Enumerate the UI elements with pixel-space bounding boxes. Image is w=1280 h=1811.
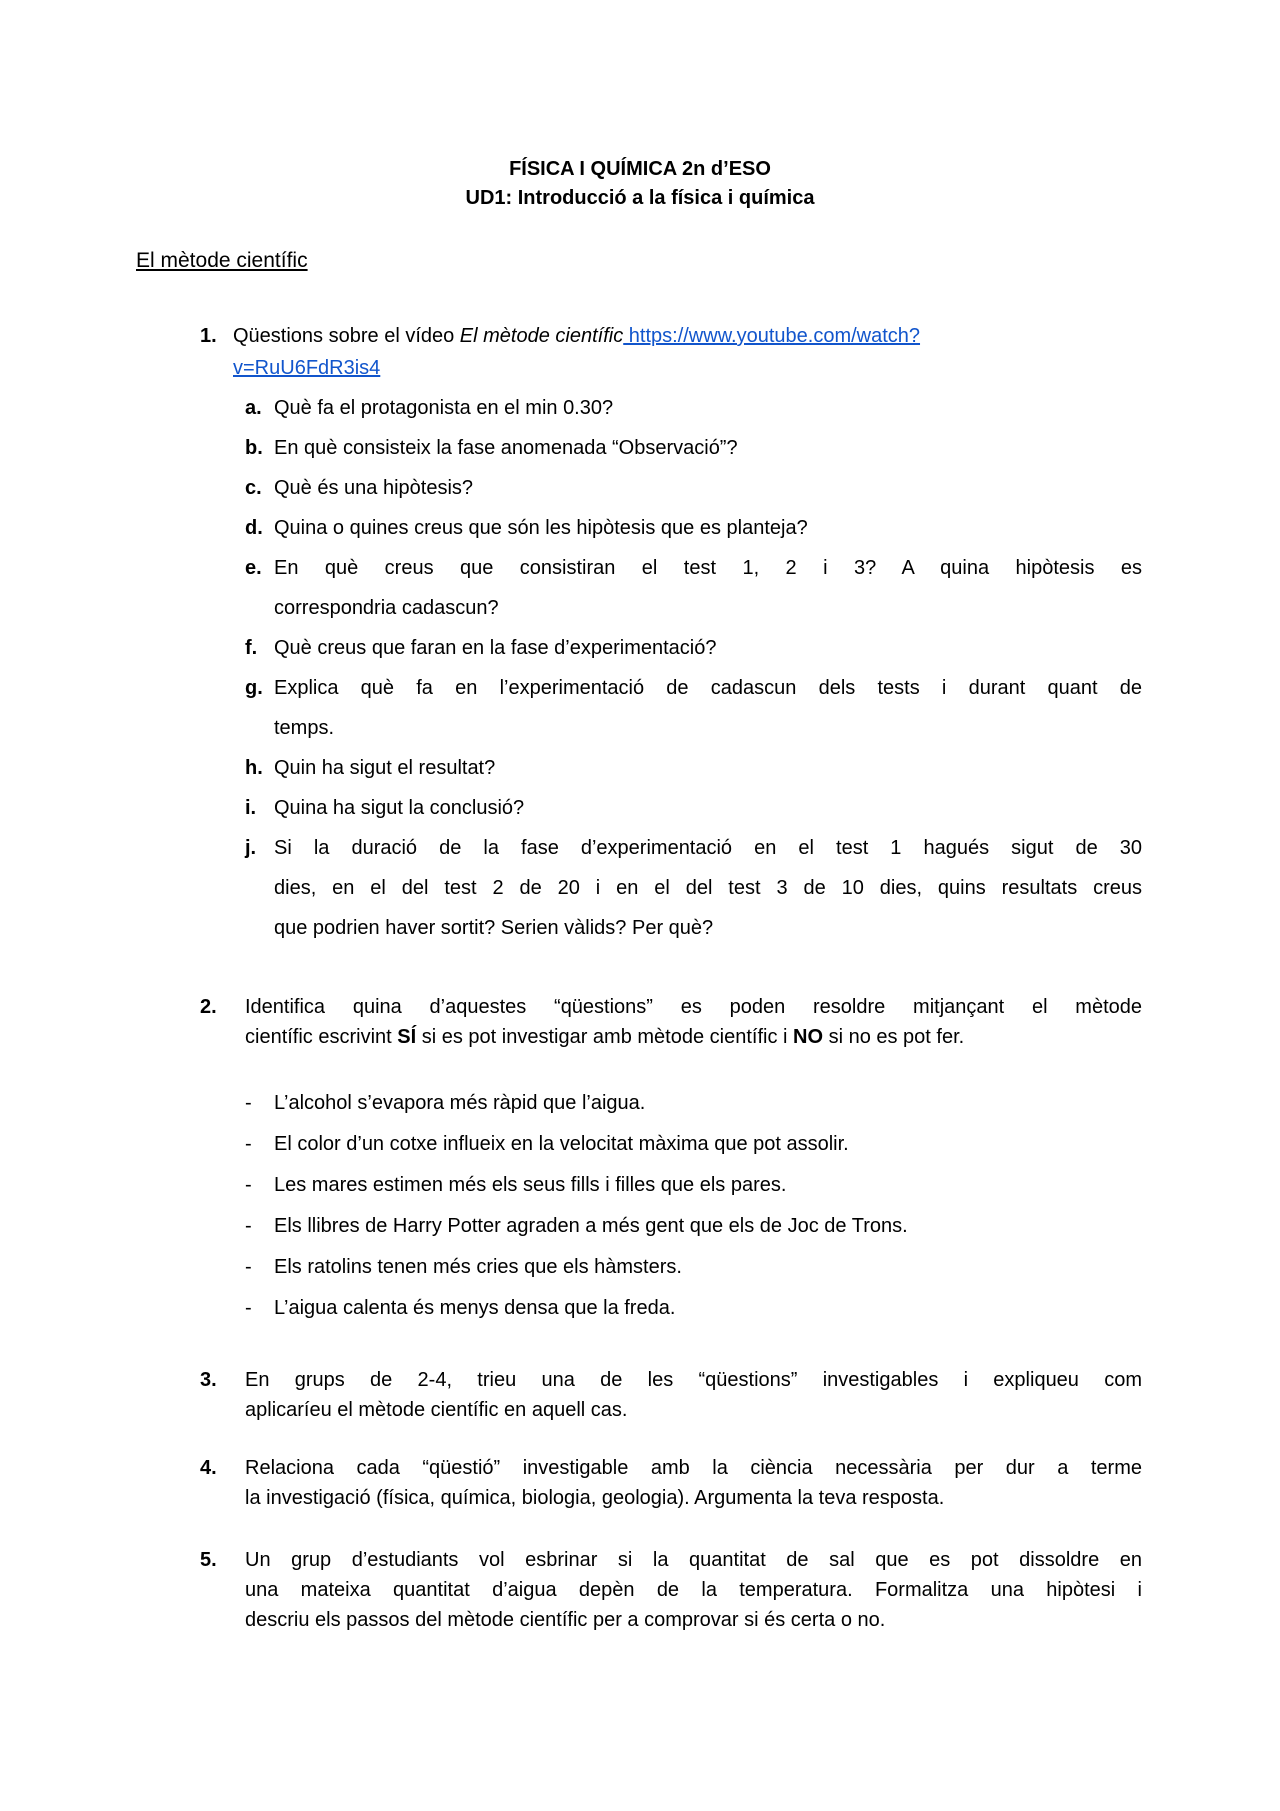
dash-bullet: -	[245, 1215, 252, 1237]
text-line	[233, 352, 1142, 384]
question-marker: b.	[245, 437, 263, 459]
text-segment: Identifica quina d’aquestes “qüestions” es poden resoldre mitjançant el mètode	[245, 996, 1142, 1018]
text-segment: Què fa el protagonista en el min 0.30?	[274, 397, 614, 419]
text-segment: NO	[793, 1026, 824, 1048]
text-segment: Quin ha sigut el resultat?	[274, 757, 496, 779]
youtube-link[interactable]: https://www.youtube.com/watch?	[623, 325, 921, 347]
exercise-1-intro	[233, 320, 1142, 384]
statement-text: El color d’un cotxe influeix en la velocitat màxima que pot assolir.	[274, 1133, 849, 1155]
text-line	[245, 1365, 1142, 1395]
text-line	[274, 708, 1142, 748]
text-line	[233, 320, 1142, 352]
question-marker: h.	[245, 757, 263, 779]
statement-text: L’aigua calenta és menys densa que la freda.	[274, 1297, 676, 1319]
text-line	[274, 468, 1142, 508]
statement-row	[245, 1293, 1142, 1323]
statement-text: Els ratolins tenen més cries que els hàmsters.	[274, 1256, 682, 1278]
doc-title-line2: UD1: Introducció a la física i química	[465, 187, 815, 209]
exercise-2-intro	[245, 992, 1142, 1052]
text-line	[245, 1022, 1142, 1052]
text-line	[274, 628, 1142, 668]
text-segment: SÍ	[397, 1026, 417, 1048]
statement-list	[245, 1088, 1142, 1323]
text-segment: Què és una hipòtesis?	[274, 477, 474, 499]
text-line	[274, 868, 1142, 908]
dash-bullet: -	[245, 1092, 252, 1114]
question-text	[274, 388, 1142, 428]
text-segment: aplicaríeu el mètode científic en aquell cas.	[245, 1399, 628, 1421]
text-line	[245, 1483, 1142, 1513]
text-segment: Un grup d’estudiants vol esbrinar si la quantitat de sal que es pot dissoldre en	[245, 1549, 1142, 1571]
question-d	[245, 508, 1142, 548]
text-line	[274, 788, 1142, 828]
question-marker: j.	[245, 837, 257, 859]
text-segment: Si la duració de la fase d’experimentació en el test 1 hagués sigut de 30	[274, 837, 1142, 859]
exercise-2	[0, 992, 1142, 1323]
statement-row	[245, 1170, 1142, 1200]
question-list	[245, 388, 1142, 948]
doc-header	[0, 155, 1280, 213]
question-text	[274, 468, 1142, 508]
text-line	[245, 1453, 1142, 1483]
question-marker: c.	[245, 477, 262, 499]
text-segment: si no es pot fer.	[823, 1026, 965, 1048]
text-line	[245, 1605, 1142, 1635]
question-text	[274, 548, 1142, 628]
text-segment: Quina o quines creus que són les hipòtesis que es planteja?	[274, 517, 808, 539]
text-segment: temps.	[274, 717, 335, 739]
exercise-1	[0, 320, 1142, 948]
exercise-number: 2.	[200, 996, 217, 1018]
doc-title-line1: FÍSICA I QUÍMICA 2n d’ESO	[509, 158, 771, 180]
question-marker: i.	[245, 797, 257, 819]
text-line	[245, 1575, 1142, 1605]
text-line	[274, 908, 1142, 948]
exercise-list	[0, 320, 1280, 1635]
section-heading-row	[0, 213, 1280, 274]
exercise-3	[0, 1365, 1142, 1425]
exercise-number: 5.	[200, 1549, 217, 1571]
text-line	[274, 388, 1142, 428]
question-j	[245, 828, 1142, 948]
text-segment: El mètode científic	[459, 325, 624, 347]
question-c	[245, 468, 1142, 508]
text-line	[274, 428, 1142, 468]
question-a	[245, 388, 1142, 428]
exercise-4-content	[245, 1453, 1142, 1513]
question-i	[245, 788, 1142, 828]
exercise-3-content	[245, 1365, 1142, 1425]
youtube-link[interactable]: v=RuU6FdR3is4	[233, 357, 381, 379]
question-f	[245, 628, 1142, 668]
text-segment: que podrien haver sortit? Serien vàlids? Per què?	[274, 917, 714, 939]
text-segment: si es pot investigar amb mètode científic i	[416, 1026, 794, 1048]
text-segment: correspondria cadascun?	[274, 597, 499, 619]
question-marker: e.	[245, 557, 262, 579]
exercise-number: 1.	[200, 325, 217, 347]
exercise-4	[0, 1453, 1142, 1513]
text-segment: Què creus que faran en la fase d’experimentació?	[274, 637, 717, 659]
text-line	[274, 508, 1142, 548]
statement-row	[245, 1129, 1142, 1159]
question-text	[274, 788, 1142, 828]
dash-bullet: -	[245, 1297, 252, 1319]
text-line	[245, 1545, 1142, 1575]
section-heading: El mètode científic	[136, 249, 308, 272]
text-segment: la investigació (física, química, biologia, geologia). Argumenta la teva resposta.	[245, 1487, 945, 1509]
question-text	[274, 828, 1142, 948]
question-text	[274, 508, 1142, 548]
text-line	[274, 588, 1142, 628]
question-marker: f.	[245, 637, 258, 659]
question-h	[245, 748, 1142, 788]
text-segment: una mateixa quantitat d’aigua depèn de la temperatura. Formalitza una hipòtesi i	[245, 1579, 1142, 1601]
text-segment: En què creus que consistiran el test 1, 2 i 3? A quina hipòtesis es	[274, 557, 1142, 579]
question-marker: g.	[245, 677, 263, 699]
exercise-5	[0, 1545, 1142, 1635]
question-text	[274, 668, 1142, 748]
exercise-5-content	[245, 1545, 1142, 1635]
dash-bullet: -	[245, 1256, 252, 1278]
text-line	[274, 668, 1142, 708]
text-line	[245, 992, 1142, 1022]
text-line	[274, 748, 1142, 788]
statement-row	[245, 1088, 1142, 1118]
dash-bullet: -	[245, 1174, 252, 1196]
exercise-number: 3.	[200, 1369, 217, 1391]
question-text	[274, 748, 1142, 788]
question-b	[245, 428, 1142, 468]
text-segment: En grups de 2-4, trieu una de les “qüestions” investigables i expliqueu com	[245, 1369, 1142, 1391]
statement-text: L’alcohol s’evapora més ràpid que l’aigua.	[274, 1092, 646, 1114]
text-segment: dies, en el del test 2 de 20 i en el del test 3 de 10 dies, quins resultats creus	[274, 877, 1142, 899]
question-text	[274, 428, 1142, 468]
exercise-2-content	[245, 992, 1142, 1323]
text-segment: Qüestions sobre el vídeo	[233, 325, 460, 347]
text-line	[245, 1395, 1142, 1425]
question-text	[274, 628, 1142, 668]
text-segment: descriu els passos del mètode científic per a comprovar si és certa o no.	[245, 1609, 886, 1631]
text-segment: Quina ha sigut la conclusió?	[274, 797, 525, 819]
text-line	[274, 548, 1142, 588]
statement-text: Les mares estimen més els seus fills i filles que els pares.	[274, 1174, 787, 1196]
question-e	[245, 548, 1142, 628]
exercise-number: 4.	[200, 1457, 217, 1479]
question-marker: a.	[245, 397, 262, 419]
statement-row	[245, 1252, 1142, 1282]
statement-text: Els llibres de Harry Potter agraden a més gent que els de Joc de Trons.	[274, 1215, 908, 1237]
text-line	[274, 828, 1142, 868]
text-segment: Relaciona cada “qüestió” investigable amb la ciència necessària per dur a terme	[245, 1457, 1142, 1479]
dash-bullet: -	[245, 1133, 252, 1155]
question-marker: d.	[245, 517, 263, 539]
text-segment: Explica què fa en l’experimentació de cadascun dels tests i durant quant de	[274, 677, 1142, 699]
text-segment: En què consisteix la fase anomenada “Observació”?	[274, 437, 738, 459]
text-segment: científic escrivint	[245, 1026, 398, 1048]
question-g	[245, 668, 1142, 748]
statement-row	[245, 1211, 1142, 1241]
exercise-1-content	[233, 320, 1142, 948]
